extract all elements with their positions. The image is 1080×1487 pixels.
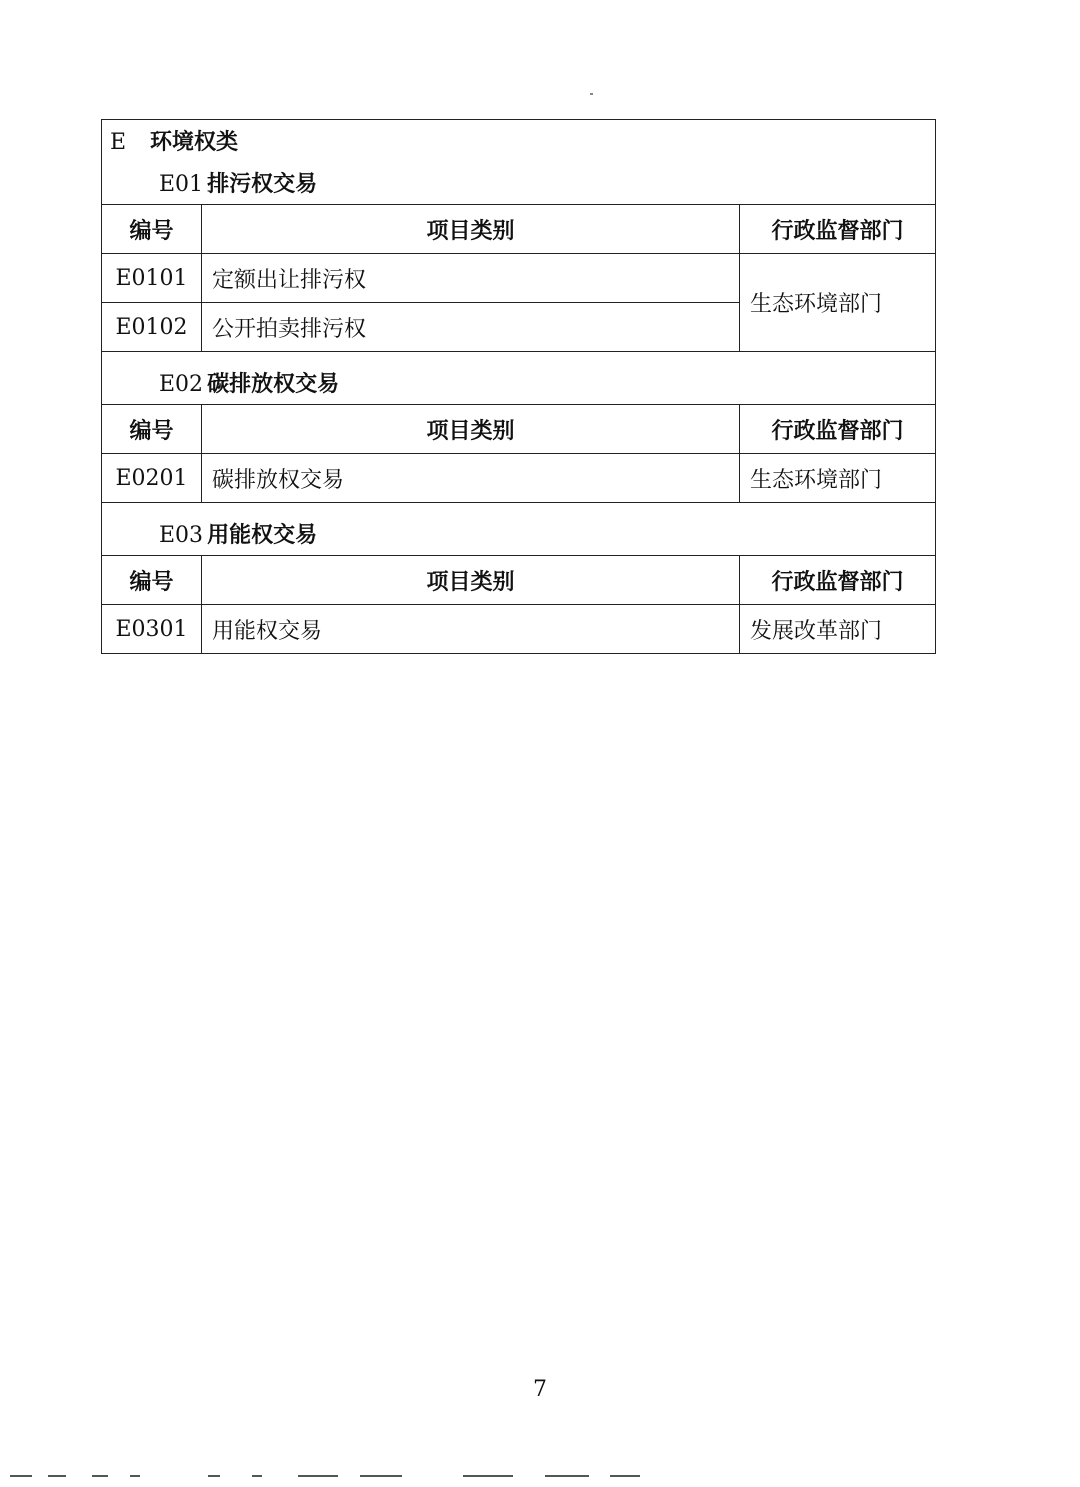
row-code: E0301 — [102, 605, 202, 654]
table-row — [102, 254, 936, 303]
table-row — [102, 454, 936, 503]
project-category-table — [101, 119, 936, 654]
row-department: 发展改革部门 — [740, 605, 936, 654]
section-heading-cell — [102, 120, 936, 161]
header-code: 编号 — [102, 205, 202, 254]
subsection-code: E01 — [159, 171, 204, 197]
scan-edge-artifact — [0, 1475, 1080, 1479]
scan-artifact — [590, 93, 593, 95]
row-category: 公开拍卖排污权 — [202, 303, 740, 352]
header-row — [102, 556, 936, 605]
header-department: 行政监督部门 — [740, 205, 936, 254]
subsection-spacer — [102, 503, 936, 512]
section-letter: E — [110, 129, 127, 155]
subsection-title: 排污权交易 — [207, 170, 318, 197]
subsection-heading — [102, 511, 936, 556]
section-title: 环境权类 — [150, 128, 239, 155]
header-category: 项目类别 — [202, 405, 740, 454]
row-department: 生态环境部门 — [740, 254, 936, 352]
subsection-heading — [102, 160, 936, 205]
table-row — [102, 605, 936, 654]
row-code: E0201 — [102, 454, 202, 503]
header-row — [102, 405, 936, 454]
subsection-heading-row — [102, 360, 936, 405]
row-code: E0101 — [102, 254, 202, 303]
header-category: 项目类别 — [202, 556, 740, 605]
subsection-heading-row — [102, 352, 936, 361]
subsection-heading-row — [102, 160, 936, 205]
section-heading-row — [102, 120, 936, 161]
row-code: E0102 — [102, 303, 202, 352]
subsection-spacer — [102, 352, 936, 361]
subsection-code: E03 — [159, 522, 204, 548]
header-department: 行政监督部门 — [740, 405, 936, 454]
subsection-heading-row — [102, 511, 936, 556]
subsection-heading-row — [102, 503, 936, 512]
project-table-wrapper — [101, 119, 935, 654]
header-code: 编号 — [102, 405, 202, 454]
row-department: 生态环境部门 — [740, 454, 936, 503]
header-row — [102, 205, 936, 254]
page-number: 7 — [533, 1377, 547, 1402]
header-department: 行政监督部门 — [740, 556, 936, 605]
subsection-title: 碳排放权交易 — [207, 370, 340, 397]
header-category: 项目类别 — [202, 205, 740, 254]
subsection-heading — [102, 360, 936, 405]
header-code: 编号 — [102, 556, 202, 605]
row-category: 定额出让排污权 — [202, 254, 740, 303]
subsection-code: E02 — [159, 371, 204, 397]
row-category: 用能权交易 — [202, 605, 740, 654]
row-category: 碳排放权交易 — [202, 454, 740, 503]
subsection-title: 用能权交易 — [207, 521, 318, 548]
